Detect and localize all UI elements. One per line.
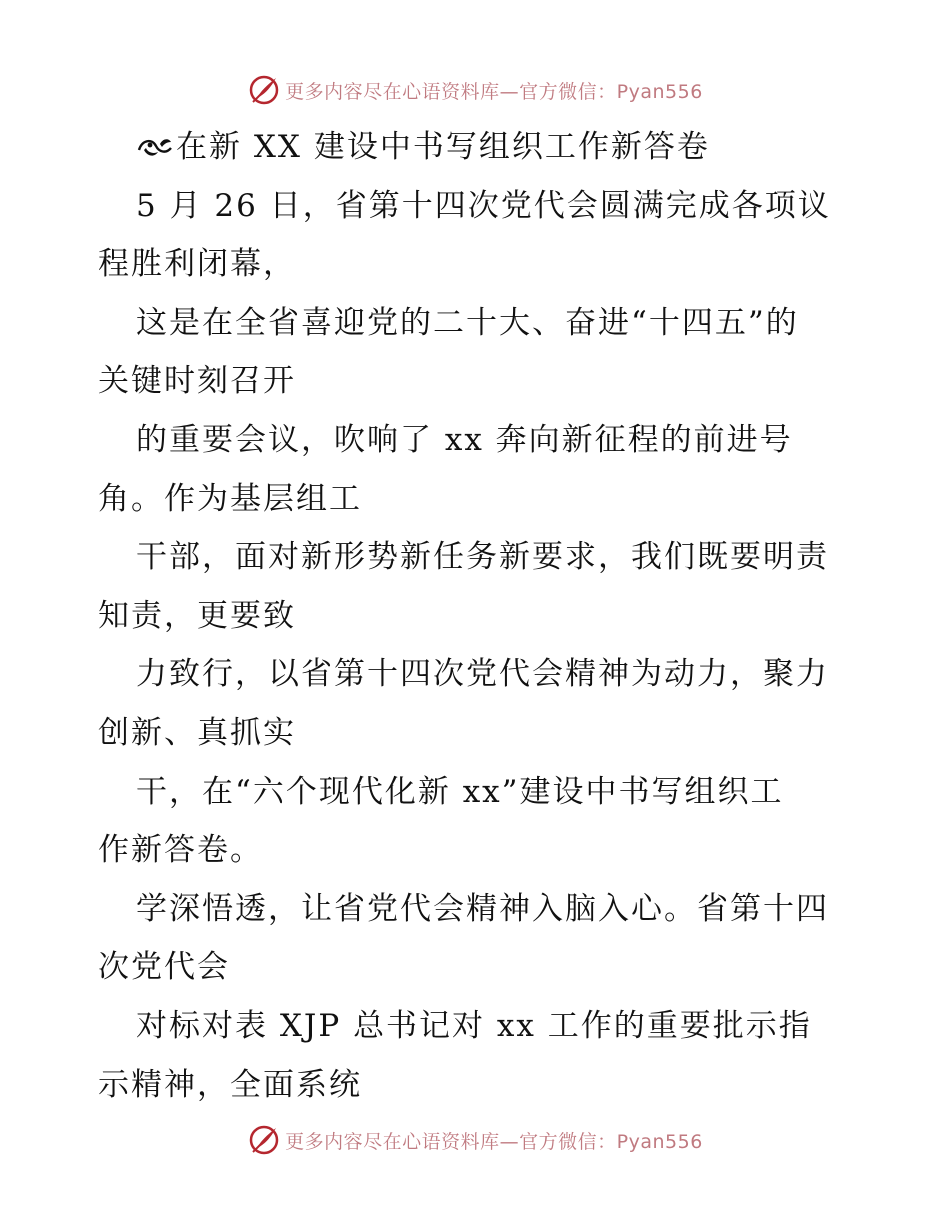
text-line: 对标对表 XJP 总书记对 xx 工作的重要批示指: [136, 1007, 812, 1044]
feather-pen-logo-icon: [247, 73, 281, 107]
paragraph-lines: [98, 177, 858, 1115]
text-line: 知责，更要致: [98, 597, 296, 634]
document-title: [98, 118, 858, 177]
text-line: 创新、真抓实: [98, 714, 296, 751]
feather-pen-logo-icon: [247, 1123, 281, 1157]
text-line: 示精神，全面系统: [98, 1066, 362, 1103]
text-line: 力致行，以省第十四次党代会精神为动力，聚力: [136, 656, 829, 693]
document-body: [98, 118, 858, 1114]
fleuron-icon: [136, 132, 174, 162]
text-line: 程胜利闭幕，: [98, 246, 296, 283]
text-line: 角。作为基层组工: [98, 480, 362, 517]
text-line: 次党代会: [98, 949, 230, 986]
text-line: 作新答卷。: [98, 832, 263, 869]
text-line: 这是在全省喜迎党的二十大、奋进“十四五”的: [136, 304, 799, 341]
watermark-footer: [0, 1122, 950, 1158]
text-line: 的重要会议，吹响了 xx 奔向新征程的前进号: [136, 421, 793, 458]
watermark-text: 更多内容尽在心语资料库—官方微信：Pyan556: [285, 1130, 703, 1153]
text-line: 学深悟透，让省党代会精神入脑入心。省第十四: [136, 890, 829, 927]
text-line: 5 月 26 日，省第十四次党代会圆满完成各项议: [136, 187, 831, 224]
text-line: 干部，面对新形势新任务新要求，我们既要明责: [136, 539, 829, 576]
text-line: 关键时刻召开: [98, 363, 296, 400]
text-line: 干，在“六个现代化新 xx”建设中书写组织工: [136, 773, 784, 810]
watermark-header: [0, 72, 950, 108]
document-title-text: 在新 XX 建设中书写组织工作新答卷: [176, 129, 710, 165]
watermark-text: 更多内容尽在心语资料库—官方微信：Pyan556: [285, 80, 703, 103]
